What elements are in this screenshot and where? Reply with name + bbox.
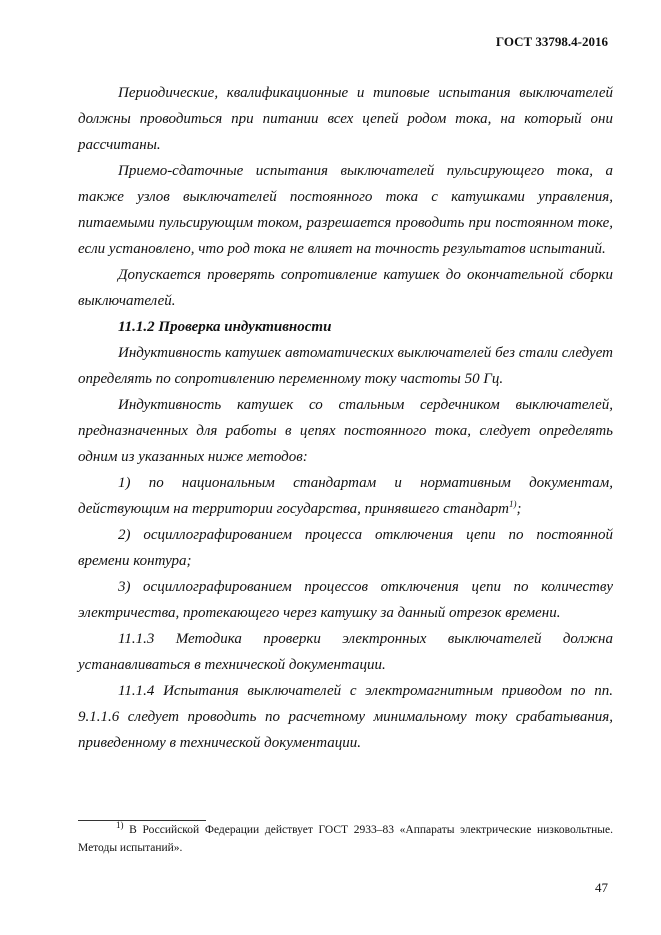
main-text	[78, 80, 613, 756]
paragraph-electromagnetic-drive: 11.1.4 Испытания выключателей с электромагнитным приводом по пп. 9.1.1.6 следует проводить по расчетному минимальному току срабатывания, приведенному в технической документации.	[78, 683, 613, 751]
paragraph-coil-resistance: Допускается проверять сопротивление катушек до окончательной сборки выключателей.	[78, 267, 613, 309]
method-1-end: ;	[516, 501, 522, 517]
list-item-method-2: 2) осциллографированием процесса отключения цепи по постоянной времени контура;	[78, 527, 613, 569]
section-heading-inductance: 11.1.2 Проверка индуктивности	[118, 319, 332, 335]
document-code-header: ГОСТ 33798.4-2016	[495, 34, 608, 49]
footnote-marker: 1)	[116, 820, 124, 831]
paragraph-acceptance-tests: Приемо-сдаточные испытания выключателей пульсирующего тока, а также узлов выключателей постоянного тока с катушками управления, питаемыми пульсирующим током, разрешается проводить при постоянном токе, если установлено, что род тока не влияет на точность результатов испытаний.	[78, 163, 613, 257]
method-1-text: 1) по национальным стандартам и нормативным документам, действующим на территории государства, принявшего стандарт	[78, 475, 613, 517]
list-item-method-3: 3) осциллографированием процессов отключения цепи по количеству электричества, протекающего через катушку за данный отрезок времени.	[78, 579, 613, 621]
list-item-method-1	[78, 470, 613, 522]
paragraph-inductance-no-steel: Индуктивность катушек автоматических выключателей без стали следует определять по сопротивлению переменному току частоты 50 Гц.	[78, 345, 613, 387]
footnote-reference: 1)	[508, 499, 517, 509]
footnote	[78, 821, 613, 857]
paragraph-inductance-steel-core: Индуктивность катушек со стальным сердечником выключателей, предназначенных для работы в цепях постоянного тока, следует определять одним из указанных ниже методов:	[78, 397, 613, 465]
paragraph-electronic-switches: 11.1.3 Методика проверки электронных выключателей должна устанавливаться в технической документации.	[78, 631, 613, 673]
page-number: 47	[595, 880, 608, 895]
footnote-text: В Российской Федерации действует ГОСТ 2933–83 «Аппараты электрические низковольтные. Методы испытаний».	[78, 824, 613, 854]
paragraph-periodic-tests: Периодические, квалификационные и типовые испытания выключателей должны проводиться при питании всех цепей родом тока, на который они рассчитаны.	[78, 85, 613, 153]
